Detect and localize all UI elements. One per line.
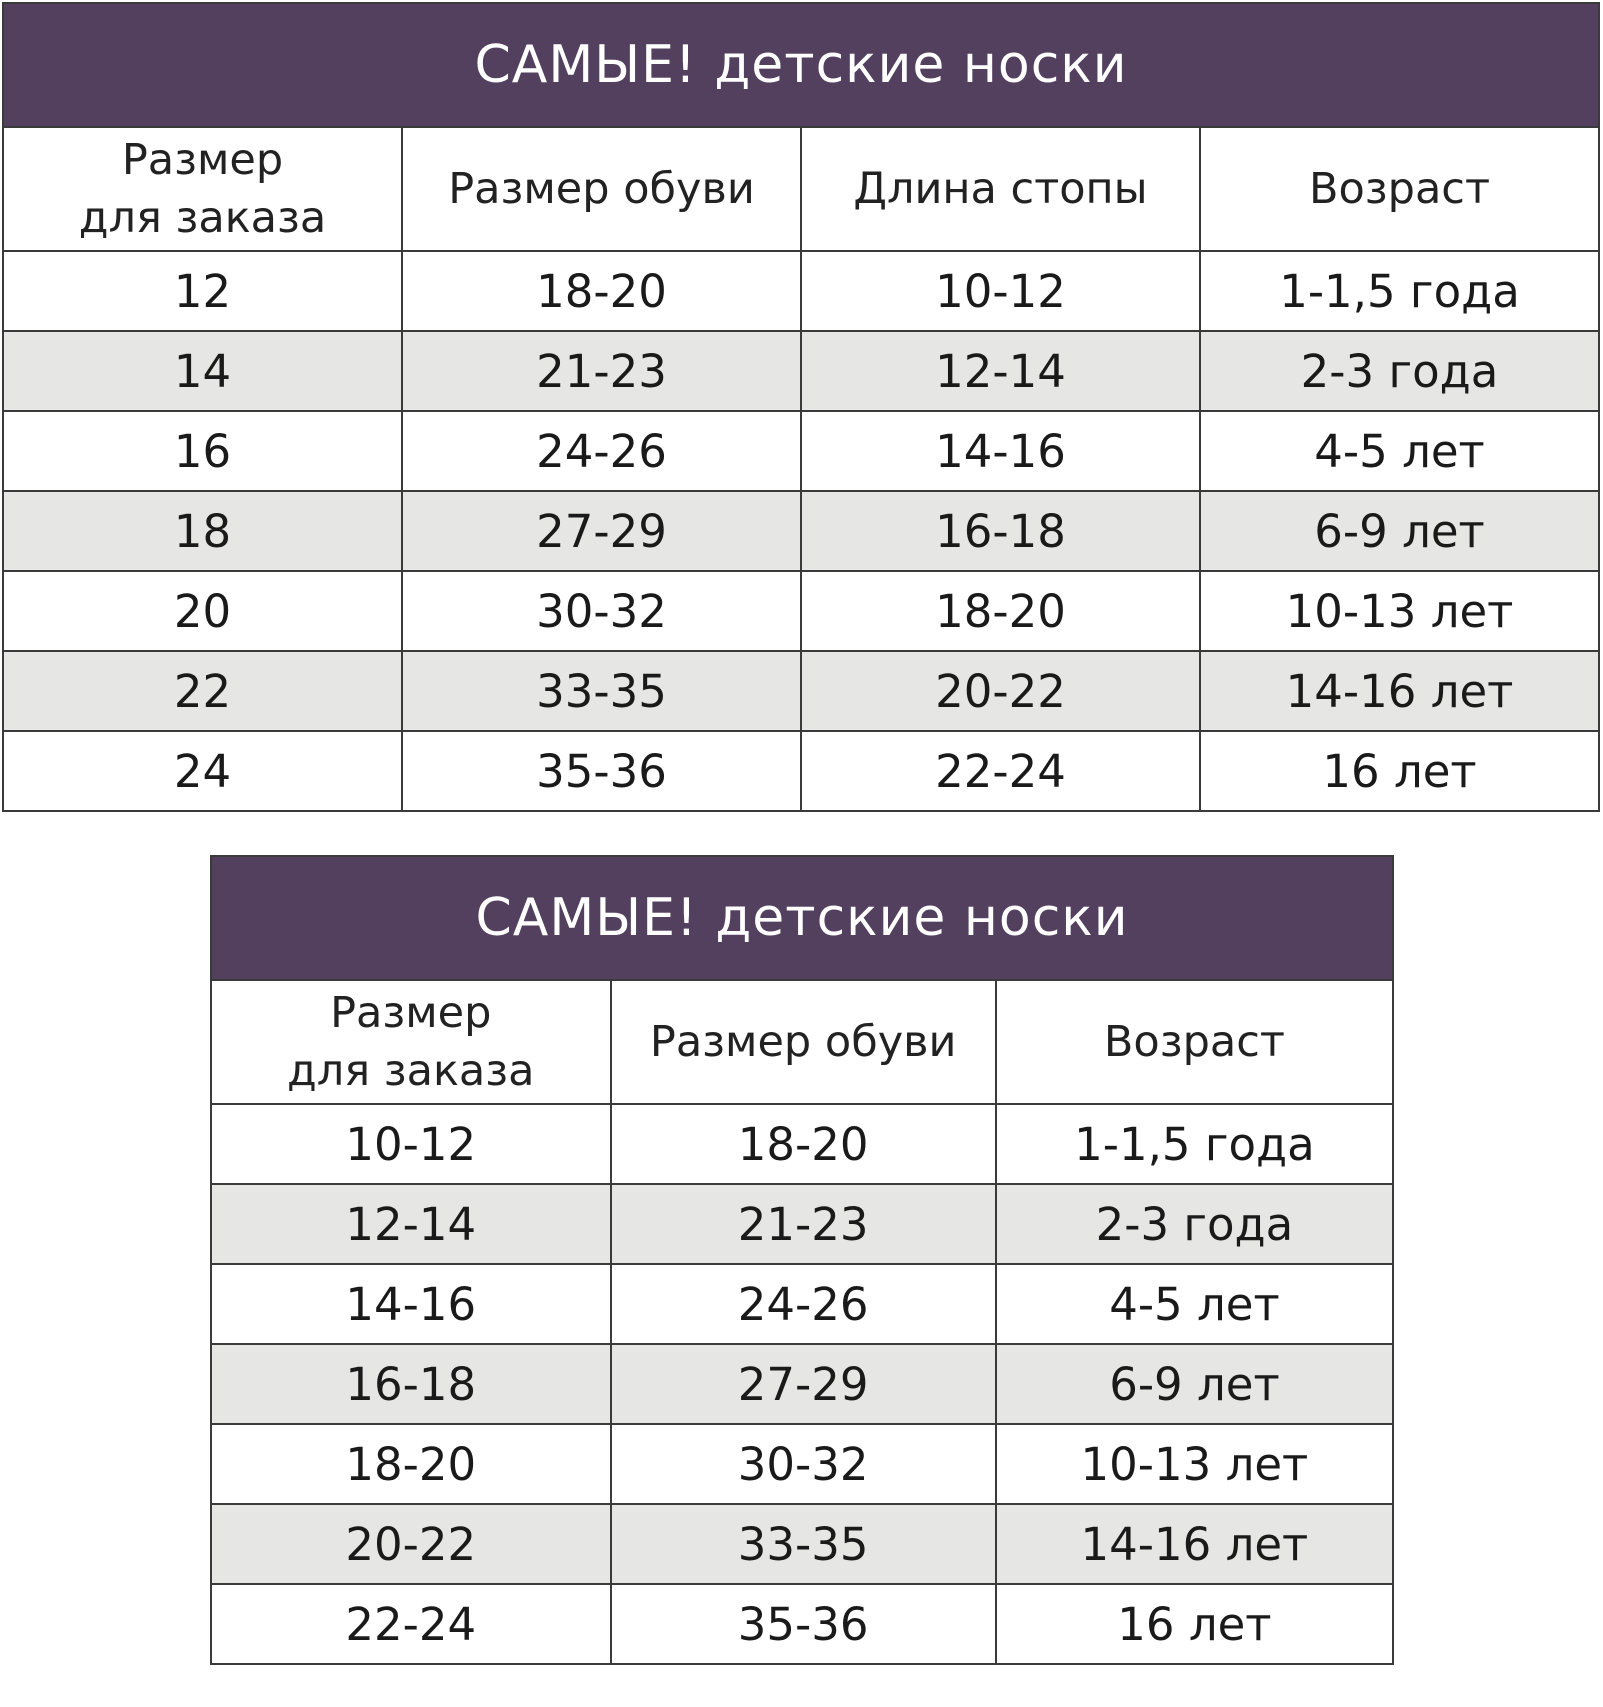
table-row (211, 1104, 1393, 1184)
cell-foot-length: 18-20 (801, 571, 1200, 651)
size-chart-table-2 (210, 855, 1394, 1665)
table-row (3, 251, 1599, 331)
cell-age: 1-1,5 года (1200, 251, 1599, 331)
cell-age: 16 лет (996, 1584, 1393, 1664)
cell-shoe-size: 30-32 (611, 1424, 996, 1504)
table-row (3, 491, 1599, 571)
header-line: Размер (330, 988, 492, 1038)
table-row (3, 651, 1599, 731)
table-row (211, 1584, 1393, 1664)
cell-age: 6-9 лет (1200, 491, 1599, 571)
cell-age: 1-1,5 года (996, 1104, 1393, 1184)
cell-shoe-size: 18-20 (402, 251, 801, 331)
cell-foot-length: 20-22 (801, 651, 1200, 731)
column-header-shoe-size: Размер обуви (611, 980, 996, 1104)
cell-foot-length: 16-18 (801, 491, 1200, 571)
table-row (3, 331, 1599, 411)
cell-order-size: 12-14 (211, 1184, 611, 1264)
cell-order-size: 20-22 (211, 1504, 611, 1584)
cell-order-size: 18 (3, 491, 402, 571)
cell-shoe-size: 33-35 (611, 1504, 996, 1584)
cell-shoe-size: 27-29 (611, 1344, 996, 1424)
table-row (3, 571, 1599, 651)
cell-order-size: 24 (3, 731, 402, 811)
cell-age: 2-3 года (996, 1184, 1393, 1264)
table-title-row (3, 3, 1599, 127)
column-header-age: Возраст (1200, 127, 1599, 251)
cell-order-size: 22-24 (211, 1584, 611, 1664)
header-line: для заказа (287, 1046, 535, 1096)
cell-order-size: 18-20 (211, 1424, 611, 1504)
cell-shoe-size: 30-32 (402, 571, 801, 651)
table-row (211, 1184, 1393, 1264)
cell-foot-length: 14-16 (801, 411, 1200, 491)
table-row (211, 1424, 1393, 1504)
cell-age: 2-3 года (1200, 331, 1599, 411)
cell-shoe-size: 24-26 (611, 1264, 996, 1344)
table-row (3, 731, 1599, 811)
cell-age: 4-5 лет (1200, 411, 1599, 491)
column-header-order-size (3, 127, 402, 251)
table-title-row (211, 856, 1393, 980)
table-title: САМЫЕ! детские носки (3, 3, 1599, 127)
table-row (211, 1344, 1393, 1424)
cell-shoe-size: 27-29 (402, 491, 801, 571)
cell-order-size: 20 (3, 571, 402, 651)
table-row (211, 1264, 1393, 1344)
header-line: Размер (121, 135, 284, 185)
header-line: для заказа (78, 193, 327, 243)
cell-shoe-size: 21-23 (402, 331, 801, 411)
cell-order-size: 12 (3, 251, 402, 331)
cell-shoe-size: 21-23 (611, 1184, 996, 1264)
cell-age: 14-16 лет (996, 1504, 1393, 1584)
column-header-row (211, 980, 1393, 1104)
cell-age: 4-5 лет (996, 1264, 1393, 1344)
cell-order-size: 16 (3, 411, 402, 491)
table-title: САМЫЕ! детские носки (211, 856, 1393, 980)
cell-age: 6-9 лет (996, 1344, 1393, 1424)
column-header-age: Возраст (996, 980, 1393, 1104)
cell-shoe-size: 33-35 (402, 651, 801, 731)
cell-order-size: 22 (3, 651, 402, 731)
cell-order-size: 14-16 (211, 1264, 611, 1344)
cell-order-size: 10-12 (211, 1104, 611, 1184)
column-header-shoe-size: Размер обуви (402, 127, 801, 251)
cell-age: 10-13 лет (996, 1424, 1393, 1504)
cell-age: 14-16 лет (1200, 651, 1599, 731)
cell-order-size: 16-18 (211, 1344, 611, 1424)
table-row (3, 411, 1599, 491)
table-row (211, 1504, 1393, 1584)
cell-shoe-size: 35-36 (402, 731, 801, 811)
cell-age: 16 лет (1200, 731, 1599, 811)
cell-shoe-size: 18-20 (611, 1104, 996, 1184)
cell-foot-length: 10-12 (801, 251, 1200, 331)
column-header-foot-length: Длина стопы (801, 127, 1200, 251)
column-header-row (3, 127, 1599, 251)
cell-shoe-size: 35-36 (611, 1584, 996, 1664)
cell-foot-length: 12-14 (801, 331, 1200, 411)
cell-order-size: 14 (3, 331, 402, 411)
cell-foot-length: 22-24 (801, 731, 1200, 811)
cell-shoe-size: 24-26 (402, 411, 801, 491)
column-header-order-size (211, 980, 611, 1104)
size-chart-table-1 (2, 2, 1600, 812)
cell-age: 10-13 лет (1200, 571, 1599, 651)
